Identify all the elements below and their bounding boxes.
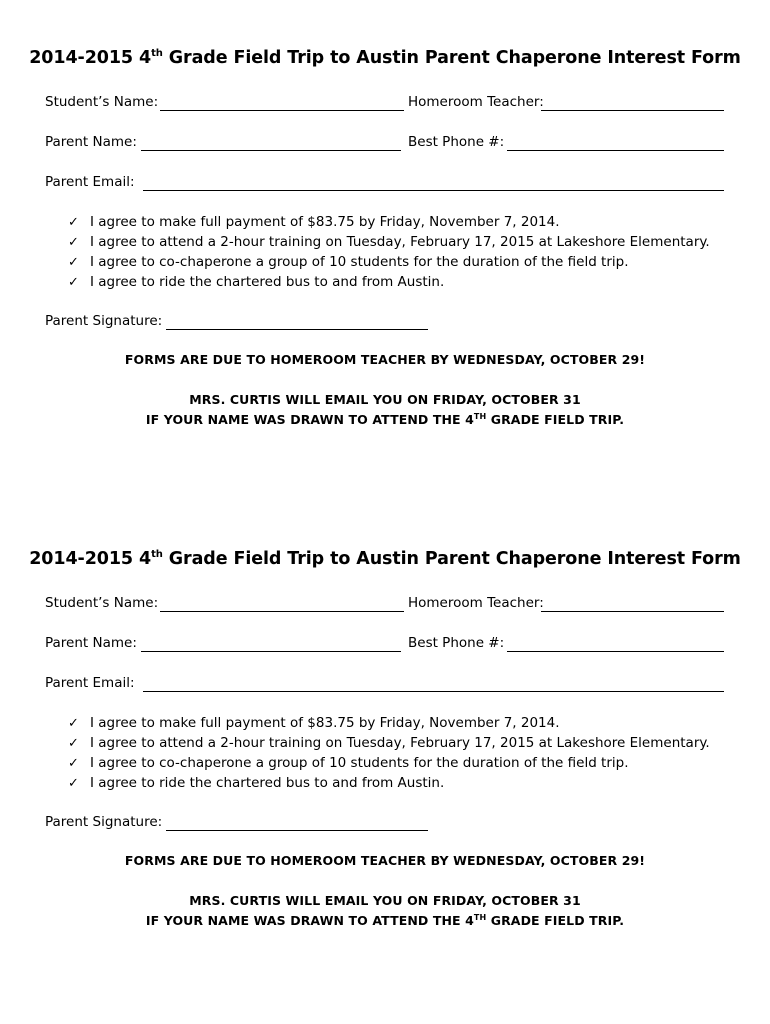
student-name-label: Student’s Name: [45, 94, 159, 110]
checkmark-icon: ✓ [68, 736, 79, 751]
parent-name-label: Parent Name: [45, 635, 137, 651]
agreement-list [68, 212, 710, 292]
agreement-item: ✓ I agree to make full payment of $83.75 by Friday, November 7, 2014. [68, 713, 710, 733]
checkmark-icon: ✓ [68, 756, 79, 771]
checkmark-icon: ✓ [68, 275, 79, 290]
homeroom-teacher-field[interactable] [541, 611, 724, 612]
homeroom-teacher-label: Homeroom Teacher: [408, 94, 544, 110]
student-name-label: Student’s Name: [45, 595, 159, 611]
chaperone-form-1 [0, 48, 770, 448]
agreement-item: ✓ I agree to co-chaperone a group of 10 students for the duration of the field trip. [68, 252, 710, 272]
checkmark-icon: ✓ [68, 215, 79, 230]
parent-name-label: Parent Name: [45, 134, 137, 150]
form-title: 2014-2015 4th Grade Field Trip to Austin Parent Chaperone Interest Form [29, 48, 741, 68]
parent-email-field[interactable] [143, 691, 724, 692]
form-title: 2014-2015 4th Grade Field Trip to Austin Parent Chaperone Interest Form [29, 549, 741, 569]
best-phone-label: Best Phone #: [408, 635, 505, 651]
drawn-notice: IF YOUR NAME WAS DRAWN TO ATTEND THE 4TH GRADE FIELD TRIP. [145, 913, 625, 928]
parent-signature-label: Parent Signature: [45, 313, 163, 329]
best-phone-field[interactable] [507, 150, 724, 151]
parent-email-field[interactable] [143, 190, 724, 191]
parent-name-field[interactable] [141, 150, 401, 151]
agreement-item: ✓ I agree to make full payment of $83.75 by Friday, November 7, 2014. [68, 212, 710, 232]
best-phone-field[interactable] [507, 651, 724, 652]
drawn-notice: IF YOUR NAME WAS DRAWN TO ATTEND THE 4TH GRADE FIELD TRIP. [145, 412, 625, 427]
parent-email-label: Parent Email: [45, 174, 135, 190]
agreement-item: ✓ I agree to ride the chartered bus to and from Austin. [68, 272, 710, 292]
best-phone-label: Best Phone #: [408, 134, 505, 150]
checkmark-icon: ✓ [68, 776, 79, 791]
homeroom-teacher-label: Homeroom Teacher: [408, 595, 544, 611]
student-name-field[interactable] [160, 110, 404, 111]
agreement-item: ✓ I agree to co-chaperone a group of 10 students for the duration of the field trip. [68, 753, 710, 773]
parent-signature-field[interactable] [166, 329, 428, 330]
checkmark-icon: ✓ [68, 235, 79, 250]
due-date-notice: FORMS ARE DUE TO HOMEROOM TEACHER BY WEDNESDAY, OCTOBER 29! [124, 352, 646, 367]
checkmark-icon: ✓ [68, 716, 79, 731]
due-date-notice: FORMS ARE DUE TO HOMEROOM TEACHER BY WEDNESDAY, OCTOBER 29! [124, 853, 646, 868]
parent-name-field[interactable] [141, 651, 401, 652]
student-name-field[interactable] [160, 611, 404, 612]
email-notice: MRS. CURTIS WILL EMAIL YOU ON FRIDAY, OCTOBER 31 [189, 392, 581, 407]
agreement-item: ✓ I agree to attend a 2-hour training on Tuesday, February 17, 2015 at Lakeshore Elementary. [68, 232, 710, 252]
chaperone-form-2 [0, 549, 770, 949]
checkmark-icon: ✓ [68, 255, 79, 270]
agreement-list [68, 713, 710, 793]
email-notice: MRS. CURTIS WILL EMAIL YOU ON FRIDAY, OCTOBER 31 [189, 893, 581, 908]
agreement-item: ✓ I agree to attend a 2-hour training on Tuesday, February 17, 2015 at Lakeshore Elementary. [68, 733, 710, 753]
parent-signature-label: Parent Signature: [45, 814, 163, 830]
parent-email-label: Parent Email: [45, 675, 135, 691]
agreement-item: ✓ I agree to ride the chartered bus to and from Austin. [68, 773, 710, 793]
parent-signature-field[interactable] [166, 830, 428, 831]
homeroom-teacher-field[interactable] [541, 110, 724, 111]
